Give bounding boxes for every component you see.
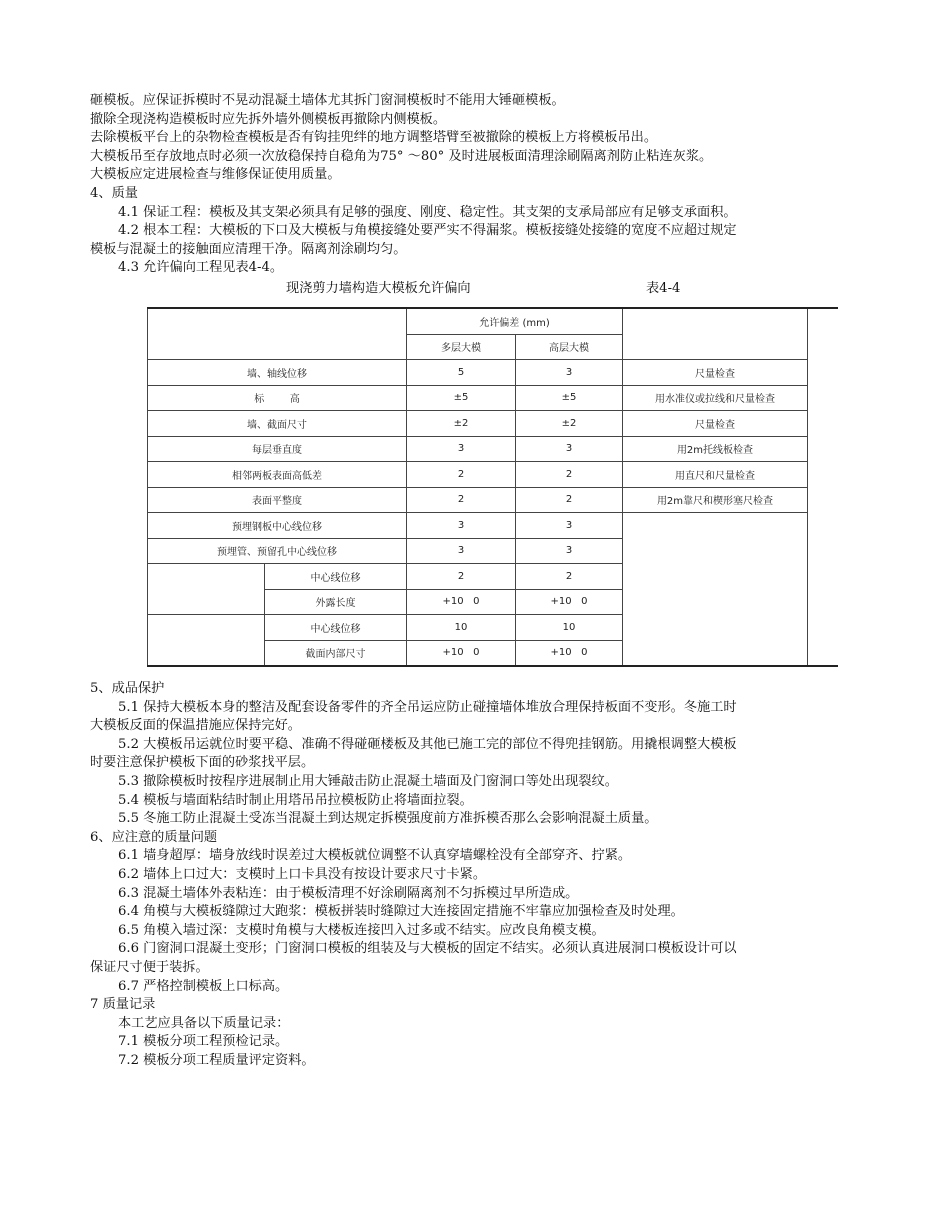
table-number: 表4-4 (646, 280, 681, 296)
group-label-blank (148, 615, 265, 667)
table-row (148, 487, 838, 513)
row-item: 表面平整度 (148, 487, 407, 513)
row-value-high: 2 (516, 462, 623, 488)
row-value-multi: ±5 (407, 385, 516, 411)
paragraph: 6.3 混凝土墙体外表粘连：由于模板清理不好涂刷隔离剂不匀拆模过早所造成。 (118, 885, 579, 901)
row-value-multi: 2 (407, 564, 516, 590)
table-title: 现浇剪力墙构造大模板允许偏向 (286, 280, 471, 296)
row-method: 尺量检查 (623, 411, 808, 437)
row-value-high: 3 (516, 360, 623, 386)
row-item: 相邻两板表面高低差 (148, 462, 407, 488)
row-value-high: 3 (516, 436, 623, 462)
table-caption (90, 278, 860, 302)
row-value-high: +10 0 (516, 589, 623, 615)
table-header-row (148, 308, 838, 334)
table-row (148, 360, 838, 386)
row-item: 外露长度 (265, 589, 407, 615)
row-value-high: 3 (516, 513, 623, 539)
row-value-high: 2 (516, 564, 623, 590)
row-method: 尺量检查 (623, 360, 808, 386)
section-heading: 5、成品保护 (90, 681, 165, 696)
row-value-multi: 3 (407, 436, 516, 462)
row-item: 墙、截面尺寸 (148, 411, 407, 437)
group-label-blank (148, 564, 265, 615)
paragraph-continuation: 保证尺寸便于装拆。 (90, 959, 209, 975)
header-col2-cell: 高层大模 (516, 334, 623, 360)
section-heading: 4、质量 (90, 185, 138, 201)
paragraph: 6.1 墙身超厚：墙身放线时误差过大模板就位调整不认真穿墙螺栓没有全部穿齐、拧紧。 (118, 848, 632, 864)
paragraph-continuation: 大模板反面的保温措施应保持完好。 (90, 718, 301, 734)
text-line: 撤除全现浇构造模板时应先拆外墙外侧模板再撤除内侧模板。 (90, 111, 447, 127)
paragraph: 4.2 根本工程：大模板的下口及大模板与角模接缝处要严实不得漏浆。模板接缝处接缝的宽度不应超过规定 (118, 223, 737, 239)
row-item: 墙、轴线位移 (148, 360, 407, 386)
text-line: 去除模板平台上的杂物检查模板是否有钩挂兜绊的地方调整塔臂至被撤除的模板上方将模板吊出。 (90, 130, 658, 146)
row-value-multi: 3 (407, 513, 516, 539)
row-item: 中心线位移 (265, 564, 407, 590)
row-value-high: ±5 (516, 385, 623, 411)
paragraph: 6.2 墙体上口过大：支模时上口卡具没有按设计要求尺寸卡紧。 (118, 866, 487, 882)
header-col1-cell: 多层大模 (407, 334, 516, 360)
row-value-multi: +10 0 (407, 589, 516, 615)
table-row (148, 436, 838, 462)
paragraph: 本工艺应具备以下质量记录： (118, 1015, 290, 1031)
paragraph: 4.1 保证工程：模板及其支架必须具有足够的强度、刚度、稳定性。其支架的支承局部应有足够支承面积。 (118, 204, 737, 220)
paragraph: 5.4 模板与墙面粘结时制止用塔吊吊拉模板防止将墙面拉裂。 (118, 792, 473, 808)
table-right-margin (808, 308, 838, 666)
paragraph: 7.2 模板分项工程质量评定资料。 (118, 1052, 315, 1068)
paragraph: 6.7 严格控制模板上口标高。 (118, 978, 289, 994)
row-value-high: 3 (516, 538, 623, 564)
table-row (148, 411, 838, 437)
text-line: 砸模板。应保证拆模时不晃动混凝土墙体尤其拆门窗洞模板时不能用大锤砸模板。 (90, 93, 565, 108)
row-value-multi: 3 (407, 538, 516, 564)
text-line: 大模板吊至存放地点时必须一次放稳保持自稳角为75° ～80° 及时进展板面清理涂刷隔离剂防止粘连灰浆。 (90, 148, 713, 164)
row-value-multi: +10 0 (407, 640, 516, 666)
row-item: 预埋钢板中心线位移 (148, 513, 407, 539)
paragraph: 6.4 角模与大模板缝隙过大跑浆：模板拼装时缝隙过大连接固定措施不牢靠应加强检查及时处理。 (118, 904, 684, 920)
document-lower (90, 680, 860, 1070)
row-item: 预埋管、预留孔中心线位移 (148, 538, 407, 564)
row-value-high: +10 0 (516, 640, 623, 666)
paragraph: 5.5 冬施工防止混凝土受冻当混凝土到达规定拆模强度前方准拆模否那么会影响混凝土质量。 (118, 811, 658, 827)
table-row (148, 513, 838, 539)
row-method: 用水准仪或拉线和尺量检查 (623, 385, 808, 411)
header-item-cell (148, 308, 407, 360)
paragraph: 6.6 门窗洞口混凝土变形；门窗洞口模板的组装及与大模板的固定不结实。必须认真进展洞口模板设计可以 (118, 941, 737, 957)
row-method-blank (623, 513, 808, 667)
row-value-multi: 10 (407, 615, 516, 641)
paragraph: 7.1 模板分项工程预检记录。 (118, 1034, 289, 1050)
row-value-multi: ±2 (407, 411, 516, 437)
row-value-multi: 2 (407, 462, 516, 488)
table-row (148, 462, 838, 488)
section-heading: 6、应注意的质量问题 (90, 829, 218, 845)
header-group-cell: 允许偏差 (mm) (407, 308, 623, 334)
tolerance-table (147, 307, 838, 667)
row-value-multi: 2 (407, 487, 516, 513)
paragraph: 4.3 允许偏向工程见表4-4。 (118, 260, 284, 276)
row-method: 用2m托线板检查 (623, 436, 808, 462)
row-value-high: ±2 (516, 411, 623, 437)
row-item: 中心线位移 (265, 615, 407, 641)
row-item: 标 高 (148, 385, 407, 411)
row-value-multi: 5 (407, 360, 516, 386)
section-heading: 7 质量记录 (90, 997, 156, 1013)
table-row (148, 385, 838, 411)
row-method: 用直尺和尺量检查 (623, 462, 808, 488)
paragraph: 5.3 撤除模板时按程序进展制止用大锤敲击防止混凝土墙面及门窗洞口等处出现裂纹。 (118, 773, 618, 789)
paragraph: 5.1 保持大模板本身的整洁及配套设备零件的齐全吊运应防止碰撞墙体堆放合理保持板面不变形。冬施工时 (118, 699, 737, 715)
paragraph: 5.2 大模板吊运就位时要平稳、准确不得碰砸楼板及其他已施工完的部位不得兜挂钢筋。用撬根调整大模板 (118, 736, 737, 752)
row-value-high: 10 (516, 615, 623, 641)
row-value-high: 2 (516, 487, 623, 513)
paragraph: 6.5 角模入墙过深：支模时角模与大楼板连接凹入过多或不结实。应改良角模支模。 (118, 922, 605, 938)
document-upper (90, 92, 860, 302)
row-item: 截面内部尺寸 (265, 640, 407, 666)
paragraph-continuation: 时要注意保护模板下面的砂浆找平层。 (90, 755, 315, 771)
paragraph-continuation: 模板与混凝土的接触面应清理干净。隔离剂涂刷均匀。 (90, 241, 407, 257)
row-method: 用2m靠尺和楔形塞尺检查 (623, 487, 808, 513)
row-item: 每层垂直度 (148, 436, 407, 462)
text-line: 大模板应定进展检查与维修保证使用质量。 (90, 167, 341, 183)
header-method-cell (623, 308, 808, 360)
